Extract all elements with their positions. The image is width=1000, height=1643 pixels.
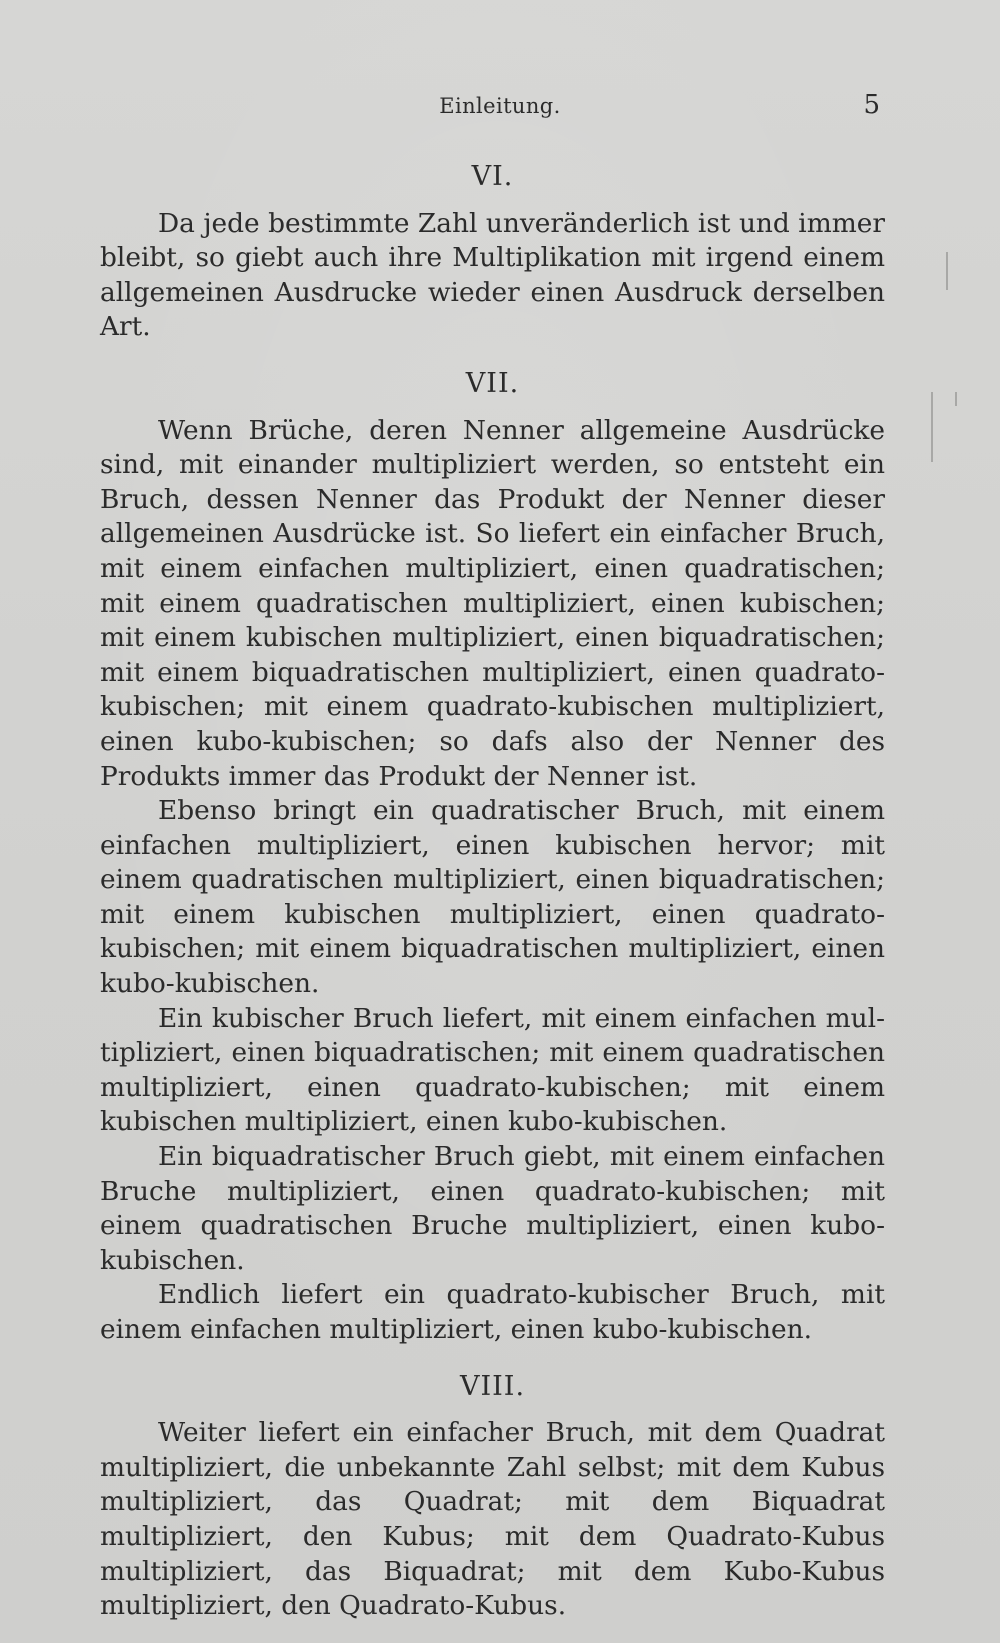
paragraph: Ein biquadratischer Bruch giebt, mit einem einfachen Bruche multipliziert, einen quadrato-kubischen; mit einem quadratischen Bruche multipliziert, einen kubo-kubischen. — [100, 1141, 885, 1276]
page-body — [100, 160, 885, 1624]
section-heading: VIII. — [459, 1370, 526, 1402]
section-vii — [100, 367, 885, 1348]
paragraph: Ebenso bringt ein quadratischer Bruch, mit einem einfachen multipliziert, einen kubischen hervor; mit einem quadratischen multipliziert, einen biquadratischen; mit einem kubischen multipliziert, einen quadrato-kubischen; mit einem biquadratischen multipliziert, einen kubo-kubischen. — [100, 795, 885, 1000]
paragraph: Da jede bestimmte Zahl unveränderlich ist und immer bleibt, so giebt auch ihre Multiplikation mit irgend einem allgemeinen Ausdrucke wieder einen Ausdruck derselben Art. — [100, 207, 885, 343]
page-number: 5 — [863, 90, 880, 120]
running-title: Einleitung. — [439, 94, 561, 118]
section-vi — [100, 160, 885, 345]
paragraph: Wenn Brüche, deren Nenner allgemeine Ausdrücke sind, mit einander multipliziert werden, so entsteht ein Bruch, dessen Nenner das Produkt der Nenner dieser allgemeinen Ausdrücke ist. So liefert ein einfacher Bruch, mit einem einfachen multipliziert, einen quadratischen; mit einem quadratischen multipliziert, einen kubischen; mit einem kubischen multipliziert, einen biquadratischen; mit einem biquadratischen multipliziert, einen quadrato-kubischen; mit einem quadrato-kubischen multipliziert, einen kubo-kubischen; so dafs also der Nenner des Produkts immer das Produkt der Nenner ist. — [100, 414, 885, 792]
paragraph: Ein kubischer Bruch liefert, mit einem einfachen multipliziert, einen biquadratischen; mit einem quadratischen multipliziert, einen quadrato-kubischen; mit einem kubischen multipliziert, einen kubo-kubischen. — [100, 1002, 885, 1138]
margin-mark — [931, 392, 933, 462]
margin-mark — [955, 392, 957, 406]
margin-mark — [946, 252, 948, 290]
paragraph: Endlich liefert ein quadrato-kubischer Bruch, mit einem einfachen multipliziert, einen kubo-kubischen. — [100, 1279, 885, 1345]
paragraph: Weiter liefert ein einfacher Bruch, mit dem Quadrat multipliziert, die unbekannte Zahl selbst; mit dem Kubus multipliziert, das Quadrat; mit dem Biquadrat multipliziert, den Kubus; mit dem Quadrato-Kubus multipliziert, das Biquadrat; mit dem Kubo-Kubus multipliziert, den Quadrato-Kubus. — [100, 1417, 885, 1622]
section-heading: VI. — [471, 161, 514, 192]
section-heading: VII. — [465, 367, 520, 399]
section-viii — [100, 1370, 885, 1624]
running-head — [0, 88, 1000, 128]
